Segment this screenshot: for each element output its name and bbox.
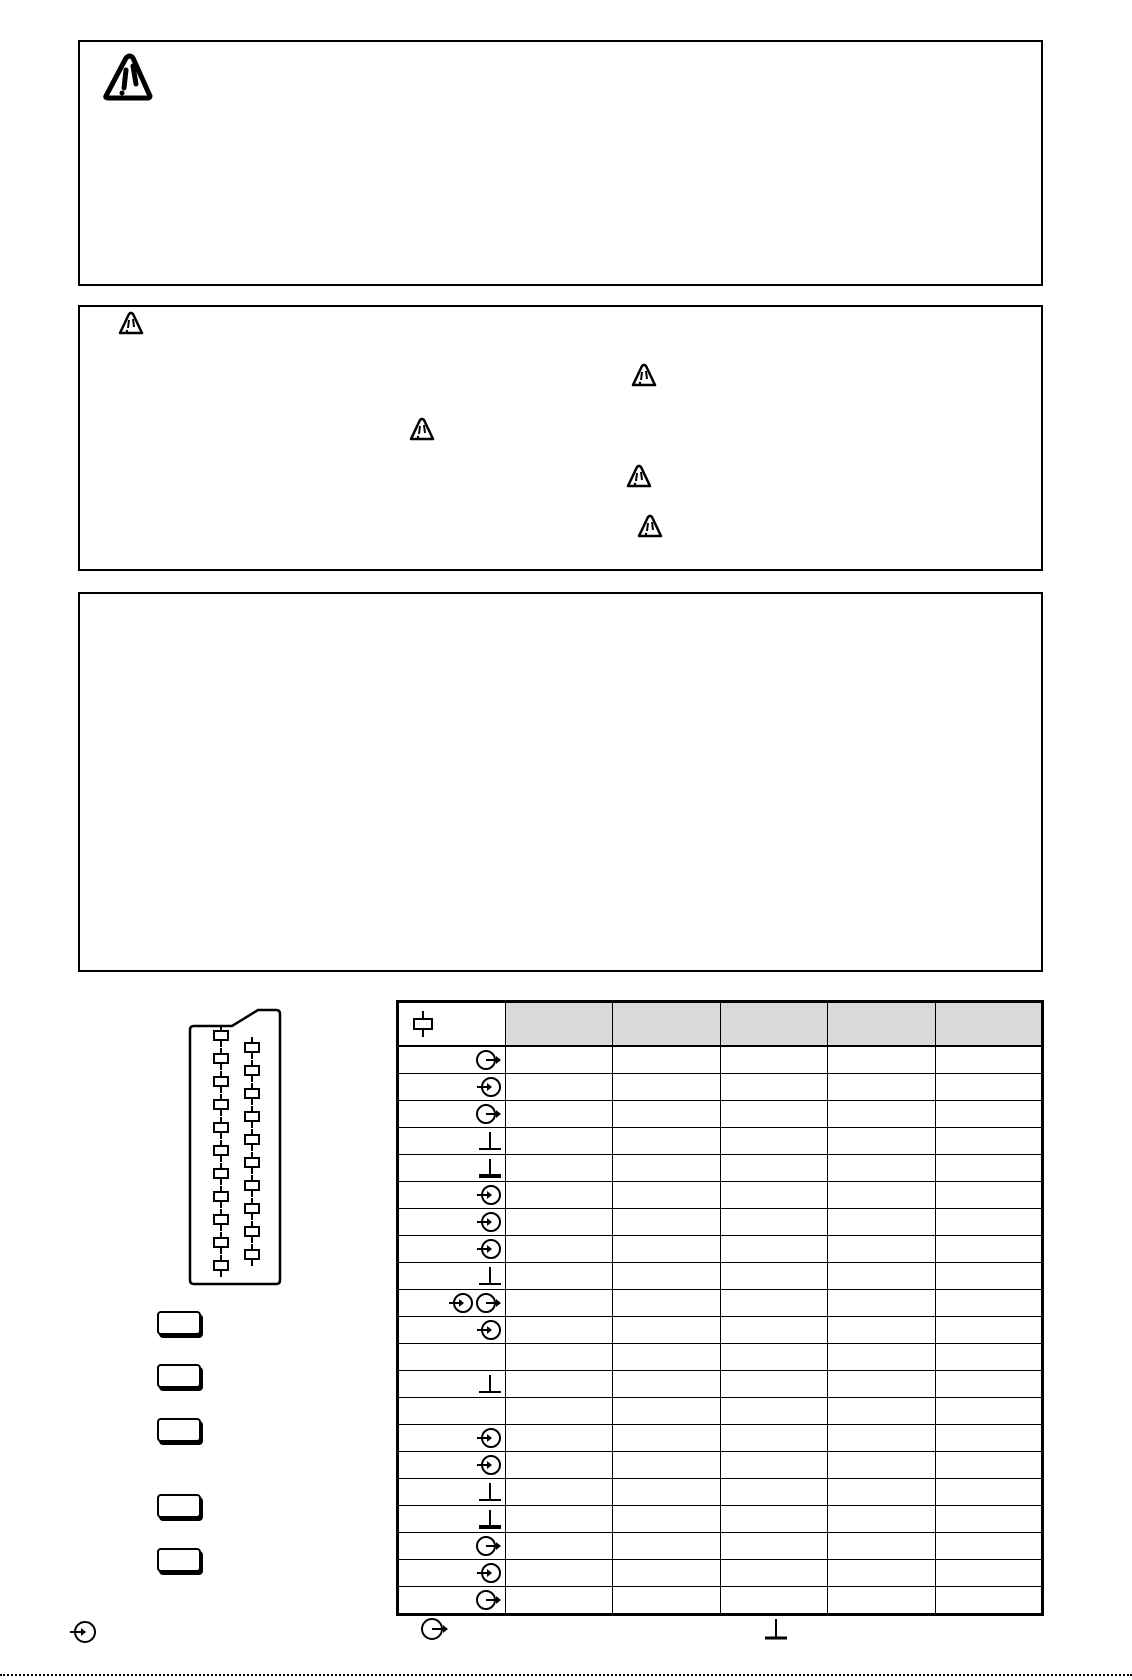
table-cell — [506, 1479, 613, 1506]
pin-icon — [245, 1152, 259, 1174]
table-cell — [613, 1209, 720, 1236]
pin-symbol-cell — [398, 1101, 506, 1128]
table-cell — [506, 1074, 613, 1101]
table-row — [398, 1046, 1043, 1074]
pin-icon — [245, 1129, 259, 1151]
table-cell — [828, 1560, 935, 1587]
pin-column-even — [245, 1037, 259, 1266]
table-cell — [935, 1209, 1042, 1236]
key-button — [157, 1364, 201, 1388]
pin-symbol-cell — [398, 1452, 506, 1479]
header-cell — [720, 1002, 827, 1047]
pin-icon — [245, 1175, 259, 1197]
ground-icon — [477, 1157, 503, 1179]
ground-icon — [477, 1265, 503, 1287]
table-cell — [935, 1371, 1042, 1398]
header-cell — [935, 1002, 1042, 1047]
pin-icon — [214, 1025, 228, 1047]
table-cell — [935, 1560, 1042, 1587]
table-cell — [935, 1344, 1042, 1371]
table-cell — [935, 1074, 1042, 1101]
table-cell — [720, 1479, 827, 1506]
table-row — [398, 1290, 1043, 1317]
table-cell — [506, 1046, 613, 1074]
table-cell — [720, 1587, 827, 1615]
table-cell — [613, 1425, 720, 1452]
table-cell — [828, 1263, 935, 1290]
table-row — [398, 1587, 1043, 1615]
ground-icon — [477, 1508, 503, 1530]
pin-symbol-cell — [398, 1533, 506, 1560]
table-cell — [613, 1506, 720, 1533]
table-cell — [828, 1479, 935, 1506]
table-cell — [506, 1371, 613, 1398]
table-row — [398, 1182, 1043, 1209]
table-cell — [720, 1155, 827, 1182]
table-cell — [720, 1182, 827, 1209]
table-cell — [828, 1398, 935, 1425]
signal-input-icon — [475, 1076, 503, 1098]
table-row — [398, 1101, 1043, 1128]
table-cell — [506, 1587, 613, 1615]
pin-icon — [214, 1163, 228, 1185]
scart-connector-icon — [186, 1010, 286, 1285]
table-row — [398, 1371, 1043, 1398]
pin-icon — [245, 1244, 259, 1266]
warning-notice-box — [78, 40, 1043, 286]
ground-icon — [477, 1481, 503, 1503]
table-cell — [828, 1344, 935, 1371]
warning-triangle-icon — [409, 417, 435, 441]
table-row — [398, 1533, 1043, 1560]
signal-input-icon — [475, 1562, 503, 1584]
table-cell — [935, 1398, 1042, 1425]
signal-input-icon — [447, 1292, 475, 1314]
pin-icon — [245, 1221, 259, 1243]
table-cell — [935, 1290, 1042, 1317]
table-cell — [613, 1101, 720, 1128]
pin-symbol-cell — [398, 1074, 506, 1101]
signal-input-icon — [475, 1238, 503, 1260]
signal-input-icon — [475, 1184, 503, 1206]
table-cell — [720, 1398, 827, 1425]
table-cell — [613, 1452, 720, 1479]
table-cell — [506, 1101, 613, 1128]
table-cell — [506, 1560, 613, 1587]
pin-icon — [214, 1071, 228, 1093]
table-cell — [613, 1155, 720, 1182]
pin-symbol-cell — [398, 1506, 506, 1533]
warning-triangle-icon — [637, 514, 663, 538]
table-cell — [613, 1182, 720, 1209]
table-cell — [935, 1452, 1042, 1479]
table-cell — [935, 1155, 1042, 1182]
pin-symbol-cell — [398, 1398, 506, 1425]
information-box — [78, 592, 1043, 972]
table-cell — [720, 1452, 827, 1479]
table-cell — [506, 1506, 613, 1533]
signal-output-icon — [475, 1535, 503, 1557]
pin-icon — [214, 1186, 228, 1208]
pin-icon — [214, 1209, 228, 1231]
pin-icon — [409, 1009, 437, 1039]
table-cell — [828, 1101, 935, 1128]
ground-icon — [477, 1130, 503, 1152]
table-row — [398, 1317, 1043, 1344]
table-cell — [613, 1398, 720, 1425]
table-cell — [720, 1317, 827, 1344]
table-cell — [613, 1074, 720, 1101]
table-row — [398, 1128, 1043, 1155]
table-cell — [506, 1155, 613, 1182]
signal-output-icon — [475, 1103, 503, 1125]
table-cell — [828, 1128, 935, 1155]
table-cell — [828, 1046, 935, 1074]
header-cell — [506, 1002, 613, 1047]
pin-symbol-cell — [398, 1479, 506, 1506]
pin-icon — [214, 1232, 228, 1254]
table-row — [398, 1074, 1043, 1101]
table-cell — [613, 1533, 720, 1560]
page-cut-line — [0, 1674, 1132, 1676]
pin-symbol-cell — [398, 1046, 506, 1074]
table-cell — [613, 1560, 720, 1587]
table-cell — [506, 1533, 613, 1560]
pin-column-odd — [214, 1025, 228, 1277]
table-cell — [613, 1371, 720, 1398]
table-cell — [935, 1587, 1042, 1615]
pin-header-cell — [398, 1002, 506, 1047]
warning-triangle-icon — [118, 311, 144, 335]
signal-output-icon — [475, 1049, 503, 1071]
table-cell — [613, 1128, 720, 1155]
pin-symbol-cell — [398, 1209, 506, 1236]
pin-symbol-cell — [398, 1317, 506, 1344]
table-cell — [613, 1344, 720, 1371]
table-cell — [828, 1317, 935, 1344]
table-cell — [720, 1128, 827, 1155]
table-cell — [613, 1587, 720, 1615]
pin-icon — [214, 1094, 228, 1116]
pin-icon — [245, 1106, 259, 1128]
table-row — [398, 1560, 1043, 1587]
signal-input-icon — [475, 1211, 503, 1233]
table-row — [398, 1236, 1043, 1263]
pin-symbol-cell — [398, 1560, 506, 1587]
table-cell — [506, 1317, 613, 1344]
table-cell — [720, 1344, 827, 1371]
table-header-row — [398, 1002, 1043, 1047]
table-cell — [506, 1425, 613, 1452]
table-cell — [613, 1263, 720, 1290]
table-cell — [935, 1533, 1042, 1560]
pin-icon — [245, 1060, 259, 1082]
signal-output-icon — [420, 1617, 450, 1641]
table-row — [398, 1209, 1043, 1236]
header-cell — [613, 1002, 720, 1047]
signal-input-icon — [475, 1454, 503, 1476]
pin-symbol-cell — [398, 1290, 506, 1317]
table-cell — [935, 1506, 1042, 1533]
table-cell — [720, 1074, 827, 1101]
table-cell — [613, 1290, 720, 1317]
pin-icon — [214, 1048, 228, 1070]
signal-input-icon — [475, 1319, 503, 1341]
signal-output-icon — [475, 1589, 503, 1611]
table-cell — [506, 1290, 613, 1317]
pin-icon — [214, 1140, 228, 1162]
pin-symbol-cell — [398, 1263, 506, 1290]
table-cell — [506, 1209, 613, 1236]
pin-symbol-cell — [398, 1425, 506, 1452]
pin-icon — [214, 1255, 228, 1277]
table-row — [398, 1344, 1043, 1371]
table-row — [398, 1506, 1043, 1533]
ground-icon — [477, 1373, 503, 1395]
warning-triangle-icon — [631, 363, 657, 387]
table-cell — [828, 1074, 935, 1101]
table-cell — [828, 1182, 935, 1209]
table-cell — [720, 1263, 827, 1290]
ground-icon — [763, 1617, 789, 1641]
table-cell — [613, 1317, 720, 1344]
pin-symbol-cell — [398, 1155, 506, 1182]
table-cell — [828, 1506, 935, 1533]
table-row — [398, 1155, 1043, 1182]
table-cell — [506, 1128, 613, 1155]
table-cell — [720, 1506, 827, 1533]
table-cell — [506, 1398, 613, 1425]
key-button — [157, 1494, 201, 1518]
pin-symbol-cell — [398, 1344, 506, 1371]
table-cell — [613, 1236, 720, 1263]
warning-triangle-icon — [626, 464, 652, 488]
key-button — [157, 1548, 201, 1572]
table-row — [398, 1263, 1043, 1290]
table-cell — [613, 1479, 720, 1506]
table-cell — [720, 1560, 827, 1587]
pin-symbol-cell — [398, 1371, 506, 1398]
table-cell — [935, 1128, 1042, 1155]
table-cell — [828, 1236, 935, 1263]
key-button — [157, 1418, 201, 1442]
table-cell — [506, 1344, 613, 1371]
table-cell — [720, 1236, 827, 1263]
table-cell — [828, 1371, 935, 1398]
pin-symbol-cell — [398, 1128, 506, 1155]
table-cell — [828, 1452, 935, 1479]
table-cell — [720, 1533, 827, 1560]
table-cell — [935, 1101, 1042, 1128]
table-cell — [935, 1182, 1042, 1209]
table-cell — [935, 1263, 1042, 1290]
pin-icon — [214, 1117, 228, 1139]
pin-assignment-table — [396, 1000, 1044, 1616]
table-cell — [506, 1263, 613, 1290]
table-row — [398, 1425, 1043, 1452]
table-cell — [935, 1046, 1042, 1074]
pin-symbol-cell — [398, 1182, 506, 1209]
header-cell — [828, 1002, 935, 1047]
table-cell — [720, 1371, 827, 1398]
table-cell — [828, 1587, 935, 1615]
table-cell — [935, 1479, 1042, 1506]
table-cell — [720, 1209, 827, 1236]
safety-parts-notice-box — [78, 305, 1043, 571]
pin-icon — [245, 1083, 259, 1105]
table-cell — [828, 1290, 935, 1317]
warning-triangle-icon — [100, 52, 156, 102]
table-cell — [935, 1317, 1042, 1344]
table-cell — [720, 1425, 827, 1452]
table-row — [398, 1398, 1043, 1425]
table-cell — [935, 1236, 1042, 1263]
table-row — [398, 1452, 1043, 1479]
table-cell — [720, 1101, 827, 1128]
table-cell — [935, 1425, 1042, 1452]
pin-symbol-cell — [398, 1236, 506, 1263]
pin-icon — [245, 1037, 259, 1059]
table-cell — [828, 1533, 935, 1560]
pin-symbol-cell — [398, 1587, 506, 1615]
key-button — [157, 1311, 201, 1335]
signal-input-icon — [68, 1620, 98, 1644]
signal-output-icon — [475, 1292, 503, 1314]
table-row — [398, 1479, 1043, 1506]
table-cell — [828, 1155, 935, 1182]
table-cell — [828, 1425, 935, 1452]
table-cell — [828, 1209, 935, 1236]
table-cell — [613, 1046, 720, 1074]
pin-icon — [245, 1198, 259, 1220]
table-cell — [506, 1182, 613, 1209]
signal-input-icon — [475, 1427, 503, 1449]
table-cell — [506, 1452, 613, 1479]
table-cell — [720, 1046, 827, 1074]
table-cell — [720, 1290, 827, 1317]
table-cell — [506, 1236, 613, 1263]
